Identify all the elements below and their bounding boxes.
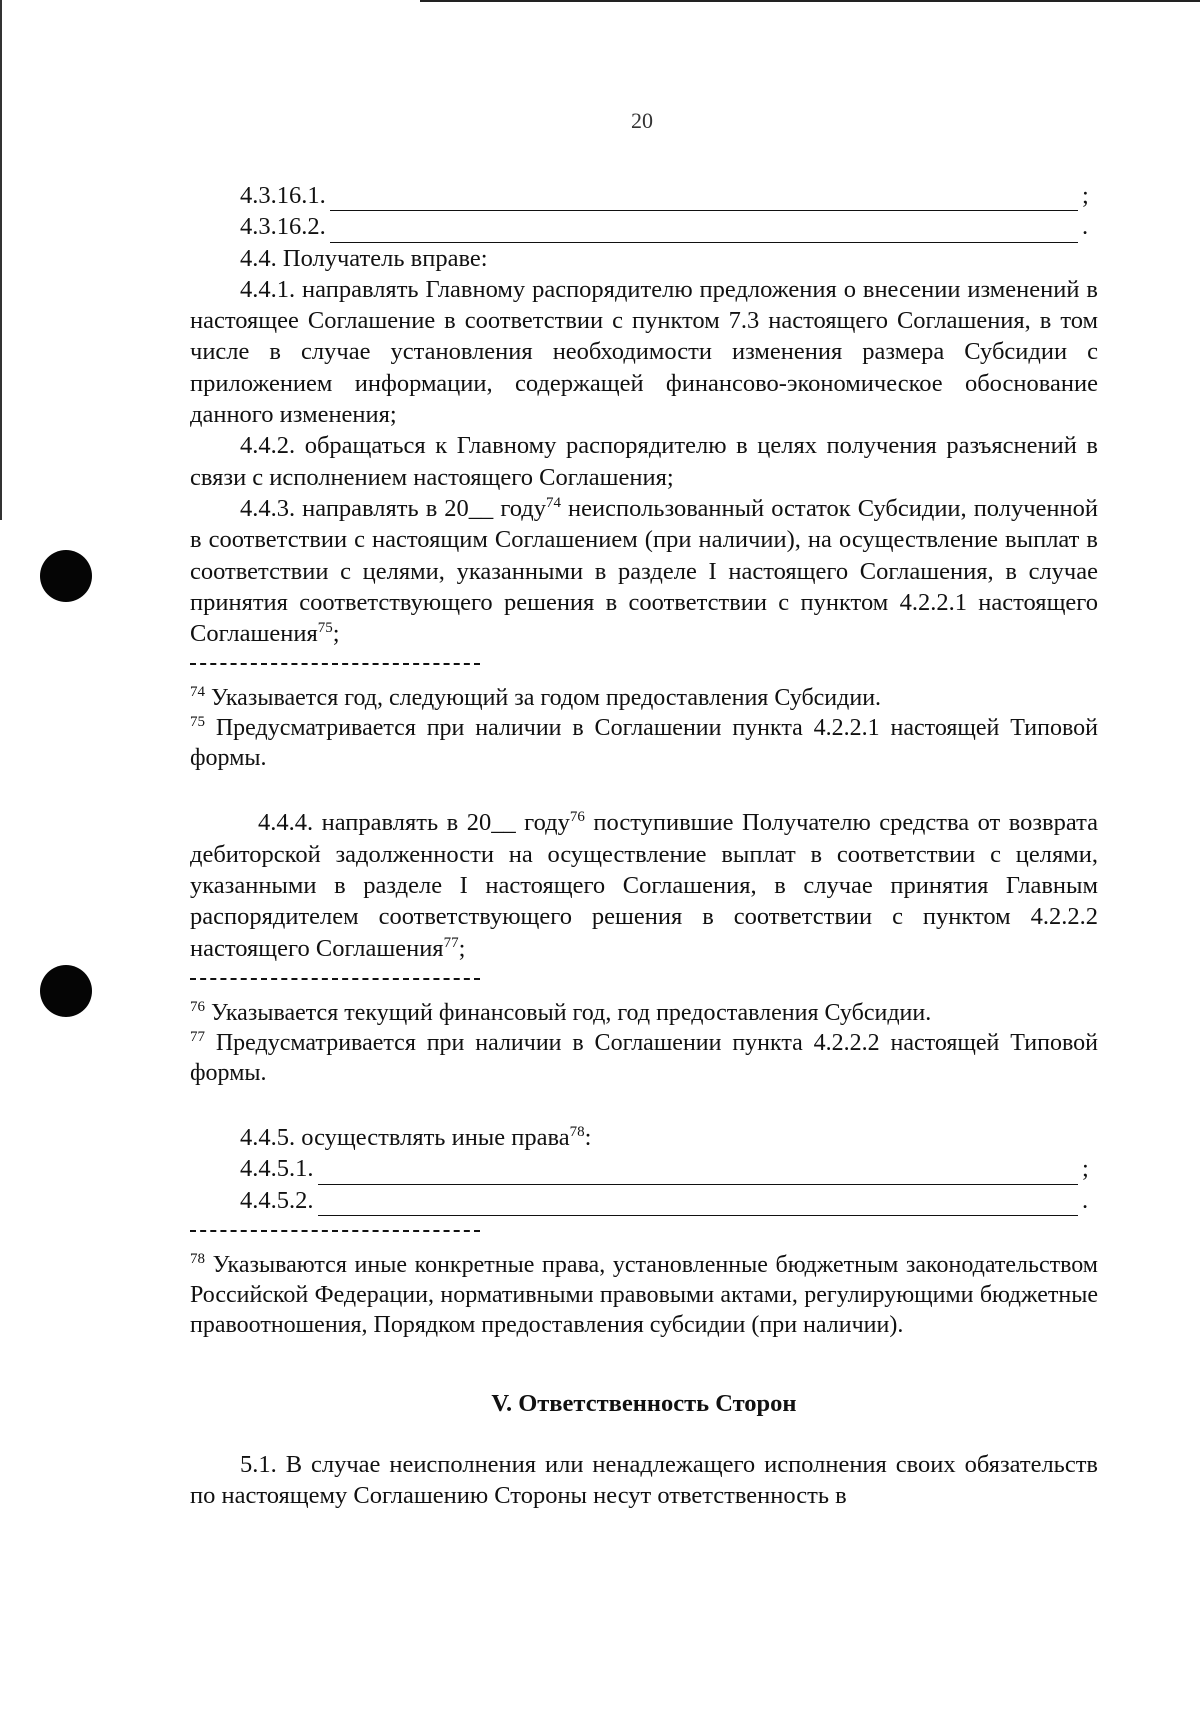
scan-edge-top xyxy=(420,0,1200,2)
footnote-74 xyxy=(190,683,1098,713)
page-number: 20 xyxy=(631,108,653,133)
item-end: ; xyxy=(1082,182,1089,209)
paragraph-5-1: 5.1. В случае неисполнения или ненадлежащего исполнения своих обязательств по настоящему Соглашению Стороны несут ответственность в xyxy=(190,1451,1098,1510)
footnote-separator xyxy=(190,978,480,988)
footnote-number: 74 xyxy=(190,684,205,701)
footnote-77 xyxy=(190,1028,1098,1088)
footnote-text: Предусматривается при наличии в Соглашении пункта 4.2.2.1 настоящей Типовой формы. xyxy=(190,715,1098,772)
text-run: 4.4.4. направлять в 20__ году xyxy=(258,809,570,837)
footnote-separator xyxy=(190,1230,480,1240)
footnote-ref-78: 78 xyxy=(569,1123,585,1140)
spacer xyxy=(190,773,1098,807)
footnote-text: Предусматривается при наличии в Соглашении пункта 4.2.2.2 настоящей Типовой формы. xyxy=(190,1029,1098,1086)
footnote-text: Указывается год, следующий за годом предоставления Субсидии. xyxy=(205,685,882,712)
item-label: 4.3.16.1. xyxy=(240,182,326,209)
text-run: : xyxy=(584,1123,592,1151)
paragraph-4-4-2: 4.4.2. обращаться к Главному распорядителю в целях получения разъяснений в связи с исполнением настоящего Соглашения; xyxy=(190,432,1098,491)
text-run: поступившие Получателю средства от возврата дебиторской задолженности на осуществление выплат в соответствии с целями, указанными в разделе I настоящего Соглашения, в случае принятия Главным распорядителем соответствующего решения в соответствии с пунктом 4.2.2.2 настоящего Соглашения xyxy=(190,809,1098,962)
blank-item-4-4-5-1 xyxy=(190,1153,1098,1184)
footnote-text: Указывается текущий финансовый год, год предоставления Субсидии. xyxy=(205,999,932,1026)
item-label: 4.4.5.1. xyxy=(240,1155,314,1183)
blank-item-4-3-16-1 xyxy=(190,180,1098,211)
footnote-text: Указываются иные конкретные права, установленные бюджетным законодательством Российской Федерации, нормативными правовыми актами, регулирующими бюджетные правоотношения, Порядком предоставления субсидии (при наличии). xyxy=(190,1251,1098,1338)
paragraph-4-4-3 xyxy=(190,493,1098,649)
item-label: 4.4.5.2. xyxy=(240,1186,314,1214)
punch-hole-bottom xyxy=(40,965,92,1017)
punch-hole-top xyxy=(40,550,92,602)
text-run: 4.4.5. осуществлять иные права xyxy=(240,1123,570,1151)
footnote-78 xyxy=(190,1250,1098,1340)
footnote-number: 75 xyxy=(190,714,205,731)
footnote-separator xyxy=(190,663,480,673)
footnote-ref-74: 74 xyxy=(546,494,562,511)
blank-rule xyxy=(330,220,1078,243)
item-end: . xyxy=(1082,1186,1089,1214)
document-body xyxy=(190,180,1098,1512)
footnote-76 xyxy=(190,998,1098,1028)
item-end: . xyxy=(1082,213,1089,241)
paragraph-4-4-1: 4.4.1. направлять Главному распорядителю предложения о внесении изменений в настоящее Соглашение в соответствии с пунктом 7.3 настоящего Соглашения, в том числе в случае установления необходимости изменения размера Субсидии с приложением информации, содержащей финансово-экономическое обоснование данного изменения; xyxy=(190,275,1098,429)
paragraph-4-4-5 xyxy=(190,1122,1098,1153)
footnote-75 xyxy=(190,713,1098,773)
paragraph-4-4: 4.4. Получатель вправе: xyxy=(240,244,488,272)
footnote-number: 77 xyxy=(190,1028,205,1045)
footnote-ref-75: 75 xyxy=(317,620,333,636)
item-label: 4.3.16.2. xyxy=(240,213,326,241)
footnote-ref-76: 76 xyxy=(569,809,585,826)
blank-rule xyxy=(330,188,1078,211)
text-run: 4.4.3. направлять в 20__ году xyxy=(240,494,547,522)
spacer xyxy=(190,1088,1098,1122)
footnote-ref-77: 77 xyxy=(443,934,459,951)
blank-item-4-4-5-2 xyxy=(190,1185,1098,1216)
footnote-number: 76 xyxy=(190,998,205,1015)
item-end: ; xyxy=(1082,1155,1089,1183)
section-v-heading: V. Ответственность Сторон xyxy=(491,1389,797,1417)
text-run: ; xyxy=(458,934,466,962)
scan-edge-left xyxy=(0,0,2,520)
blank-rule xyxy=(318,1193,1079,1216)
text-run: неиспользованный остаток Субсидии, полученной в соответствии с настоящим Соглашением (при наличии), на осуществление выплат в соответствии с целями, указанными в разделе I настоящего Соглашения, в случае принятия соответствующего решения в соответствии с пунктом 4.2.2.1 настоящего Соглашения xyxy=(190,494,1098,648)
blank-item-4-3-16-2 xyxy=(190,211,1098,242)
paragraph-4-4-4 xyxy=(190,807,1098,963)
text-run: ; xyxy=(332,620,340,648)
footnote-number: 78 xyxy=(190,1250,205,1267)
blank-rule xyxy=(318,1162,1079,1185)
